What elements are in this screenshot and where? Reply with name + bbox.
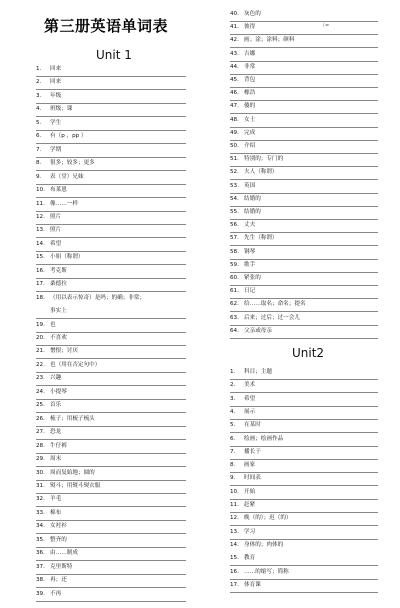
word-number: 27. <box>36 429 45 436</box>
word-row <box>230 459 378 473</box>
word-number: 10. <box>36 187 45 194</box>
word-number: 11. <box>36 200 45 207</box>
word-row <box>36 493 186 507</box>
word-row <box>230 552 378 566</box>
word-meaning: 由……制成 <box>50 550 78 557</box>
word-number: 46. <box>230 90 239 97</box>
word-meaning: 傻的 <box>244 103 256 110</box>
word-meaning: 梳子；用梳子梳头 <box>50 415 95 422</box>
word-meaning: 整齐的 <box>50 536 67 543</box>
word-row <box>230 100 378 114</box>
word-row <box>36 63 186 77</box>
word-meaning: 周而复始地；圆的 <box>50 469 95 476</box>
word-meaning: 非常 <box>244 63 256 70</box>
word-number: 6. <box>230 435 236 442</box>
word-number: 2. <box>230 382 236 389</box>
word-number: 18. <box>36 294 45 301</box>
word-meaning: 憎恨；讨厌 <box>50 348 78 355</box>
word-row <box>36 480 186 494</box>
word-meaning: 小提琴 <box>50 388 67 395</box>
word-number: 7. <box>36 146 42 153</box>
word-meaning: 先生（称谓） <box>244 235 278 242</box>
word-number: 39. <box>36 590 45 597</box>
word-meaning: 特别的；专门的 <box>244 156 284 163</box>
word-row <box>230 433 378 447</box>
word-row <box>36 103 186 117</box>
word-meaning: 首乐 <box>50 402 62 409</box>
word-row <box>36 507 186 521</box>
word-number: 28. <box>36 442 45 449</box>
word-number: 55. <box>230 209 239 215</box>
word-meaning: 给……取名；命名；提名 <box>244 301 306 308</box>
page-title: 第三册英语单词表 <box>44 17 169 35</box>
word-row <box>230 114 378 128</box>
word-meaning: 播长于 <box>244 448 261 455</box>
word-row <box>230 48 378 62</box>
word-meaning: 再；还 <box>50 577 67 584</box>
word-number: 40. <box>230 11 239 17</box>
word-row <box>230 34 378 48</box>
word-row <box>230 312 378 326</box>
word-number: 53. <box>230 182 239 189</box>
word-number: 13. <box>36 227 45 234</box>
word-number: 45. <box>230 77 239 83</box>
word-number: 3. <box>230 395 236 402</box>
word-row <box>36 238 186 252</box>
word-meaning: 不再 <box>50 590 62 597</box>
word-meaning: 兴趣 <box>50 375 62 382</box>
unit2-heading: Unit2 <box>292 346 325 360</box>
word-row <box>230 21 378 35</box>
word-meaning: 照片 <box>50 227 62 234</box>
word-row <box>36 386 186 400</box>
word-row <box>36 440 186 454</box>
word-number: 12. <box>230 515 239 522</box>
word-meaning: 画；涂；涂料；颜料 <box>244 37 295 44</box>
word-meaning: 很多；较多；更多 <box>50 160 95 167</box>
word-meaning: 羊毛 <box>50 496 62 503</box>
word-row <box>36 426 186 440</box>
word-number: 44. <box>230 63 239 70</box>
word-number: 13. <box>230 528 239 535</box>
word-number: 22. <box>36 361 45 368</box>
word-row <box>36 198 186 212</box>
word-row <box>230 499 378 513</box>
word-meaning: 希望 <box>244 395 256 402</box>
word-row <box>230 526 378 540</box>
word-number: 25. <box>36 402 45 409</box>
word-meaning: 学期 <box>50 146 62 153</box>
word-meaning: 彼得 <box>244 24 256 31</box>
word-meaning: 开始 <box>244 488 256 495</box>
word-meaning: 克里斯特 <box>50 563 73 570</box>
word-row <box>230 259 378 273</box>
word-number: 5. <box>36 119 42 126</box>
word-row <box>230 140 378 154</box>
word-row <box>36 319 186 333</box>
word-row <box>36 76 186 90</box>
word-number: 49. <box>230 129 239 136</box>
word-row <box>36 90 186 104</box>
word-meaning: 夫人（称谓） <box>244 169 278 176</box>
word-number: 30. <box>36 469 45 476</box>
word-row <box>36 265 186 279</box>
word-meaning: 教育 <box>244 555 256 562</box>
word-meaning: 丈夫 <box>244 222 256 229</box>
word-meaning: 时间表 <box>244 475 261 482</box>
word-meaning: 年级 <box>50 92 62 99</box>
word-meaning: 在某时 <box>244 422 261 429</box>
word-number: 3. <box>36 92 42 99</box>
word-row <box>36 292 186 305</box>
word-meaning: 结婚的 <box>244 209 261 215</box>
word-number: 9. <box>230 475 236 482</box>
word-number: 62. <box>230 301 239 308</box>
word-meaning: 照片 <box>50 213 62 220</box>
word-row <box>230 285 378 299</box>
word-number: 54. <box>230 195 239 202</box>
word-number: 52. <box>230 169 239 176</box>
word-row <box>36 467 186 481</box>
word-number: 5. <box>230 422 236 429</box>
word-number: 23. <box>36 375 45 382</box>
word-row <box>230 153 378 167</box>
word-row <box>36 184 186 198</box>
word-number: 12. <box>36 213 45 220</box>
word-number: 14. <box>36 240 45 247</box>
word-meaning: 身体的；肉体的 <box>244 541 284 548</box>
word-number: 7. <box>230 448 236 455</box>
word-row <box>36 332 186 346</box>
word-row <box>36 224 186 238</box>
word-number: 59. <box>230 261 239 268</box>
word-row <box>36 157 186 171</box>
word-row <box>36 117 186 131</box>
word-meaning: 赶紧 <box>244 502 256 508</box>
word-row <box>230 180 378 194</box>
word-row <box>36 130 186 144</box>
word-number: 10. <box>230 488 239 495</box>
word-row <box>230 246 378 260</box>
word-number: 50. <box>230 143 239 149</box>
word-number: 64. <box>230 327 239 334</box>
word-row <box>36 359 186 373</box>
word-meaning: 日记 <box>244 288 256 295</box>
word-number: 51. <box>230 156 239 163</box>
word-number: 36. <box>36 550 45 557</box>
word-meaning: 也（用在否定句中） <box>50 361 101 368</box>
word-meaning: 背包 <box>244 77 256 83</box>
word-meaning: 事实上 <box>50 308 67 315</box>
word-row <box>230 127 378 141</box>
word-meaning: 展示 <box>244 408 256 415</box>
word-number: 63. <box>230 314 239 321</box>
unit1-heading: Unit 1 <box>96 48 132 62</box>
word-row <box>230 486 378 500</box>
word-row <box>230 406 378 420</box>
word-number: 14. <box>230 541 239 548</box>
word-number: 57. <box>230 235 239 242</box>
word-row <box>36 399 186 413</box>
word-number: 20. <box>36 335 45 341</box>
word-row <box>36 211 186 225</box>
word-number: 43. <box>230 50 239 57</box>
word-meaning: 学生 <box>50 119 62 126</box>
word-number: 41. <box>230 24 239 31</box>
word-row <box>36 413 186 427</box>
word-number: 4. <box>36 106 42 113</box>
word-meaning: 回来 <box>50 66 62 72</box>
word-meaning: 学习 <box>244 528 256 535</box>
word-meaning: （用以表示惊奇）是吗；的确；非常； <box>50 294 146 301</box>
word-number: 11. <box>230 502 239 508</box>
word-meaning: 结婚的 <box>244 195 261 202</box>
word-number: 24. <box>36 388 45 395</box>
word-number: 35. <box>36 536 45 543</box>
word-row <box>230 325 378 339</box>
word-row <box>230 539 378 552</box>
word-number: 34. <box>36 523 45 530</box>
word-row <box>36 345 186 359</box>
word-number: 58. <box>230 248 239 255</box>
word-number: 29. <box>36 456 45 463</box>
word-meaning: 表（堂）兄妹 <box>50 173 84 180</box>
word-row <box>230 206 378 220</box>
word-number: 16. <box>230 568 239 575</box>
word-row <box>230 472 378 486</box>
word-number: 2. <box>36 79 42 86</box>
word-number: 21. <box>36 348 45 355</box>
word-meaning: 班级；课 <box>50 106 73 113</box>
word-number: 37. <box>36 563 45 570</box>
word-row <box>230 61 378 75</box>
word-meaning: 介绍 <box>244 143 256 149</box>
word-meaning: 美术 <box>244 382 256 389</box>
word-meaning: 希望 <box>50 240 62 247</box>
word-row <box>36 574 186 588</box>
word-number: 47. <box>230 103 239 110</box>
word-meaning: 灰色的 <box>244 11 261 17</box>
word-number: 48. <box>230 116 239 123</box>
word-meaning: 后来；过后；过一会儿 <box>244 314 300 321</box>
word-row <box>230 393 378 407</box>
word-meaning: 布莱恩 <box>50 187 67 194</box>
word-number: 33. <box>36 509 45 516</box>
word-row <box>230 566 378 580</box>
word-row <box>36 171 186 185</box>
word-meaning: 小姐（称谓） <box>50 254 84 261</box>
word-meaning: 歌手 <box>244 261 256 268</box>
word-meaning: 科目；主题 <box>244 369 272 375</box>
word-row <box>36 453 186 467</box>
word-number: 15. <box>230 555 239 562</box>
word-number: 61. <box>230 288 239 295</box>
word-number: 9. <box>36 173 42 180</box>
word-number: 1. <box>36 66 42 72</box>
word-row <box>230 74 378 88</box>
word-meaning: 周末 <box>50 456 62 463</box>
word-number: 26. <box>36 415 45 422</box>
word-row <box>230 298 378 312</box>
word-number: 38. <box>36 577 45 584</box>
word-row <box>230 166 378 180</box>
word-row <box>36 520 186 534</box>
word-row <box>36 251 186 265</box>
row-tail-note: （= <box>320 23 330 29</box>
word-row <box>36 561 186 575</box>
word-row <box>230 579 378 593</box>
word-meaning: 绘画；绘画作品 <box>244 435 284 442</box>
word-meaning: 体育课 <box>244 581 261 588</box>
word-meaning: 不喜欢 <box>50 335 67 341</box>
word-meaning: 也 <box>50 321 56 328</box>
word-meaning: 牛仔裤 <box>50 442 67 449</box>
word-meaning: 吉娜 <box>244 50 256 57</box>
word-meaning: 熨斗；用熨斗熨衣服 <box>50 482 101 489</box>
word-meaning: 画家 <box>244 462 256 469</box>
word-meaning: 橡浩 <box>244 90 256 97</box>
word-number: 19. <box>36 321 45 328</box>
word-row <box>36 372 186 386</box>
word-meaning: 父亲或母亲 <box>244 327 272 334</box>
word-meaning: 桑德拉 <box>50 281 67 288</box>
word-meaning: ……的缩写；简称 <box>244 568 289 575</box>
word-number: 16. <box>36 267 45 274</box>
word-meaning: 女衬衫 <box>50 523 67 530</box>
word-meaning: 女士 <box>244 116 256 123</box>
word-meaning: 棉布 <box>50 509 62 516</box>
word-row <box>230 366 378 380</box>
word-number: 8. <box>36 160 42 167</box>
word-meaning: 回来 <box>50 79 62 86</box>
word-number: 15. <box>36 254 45 261</box>
word-meaning: 恐龙 <box>50 429 62 436</box>
word-meaning: 完成 <box>244 129 256 136</box>
word-number: 17. <box>230 581 239 588</box>
word-meaning: 紧张的 <box>244 275 261 281</box>
word-number: 31. <box>36 482 45 489</box>
word-row <box>230 419 378 433</box>
word-number: 60. <box>230 275 239 281</box>
word-meaning: 像……一样 <box>50 200 78 207</box>
word-meaning: 有（p ，pp ） <box>50 133 87 140</box>
word-row <box>36 547 186 561</box>
word-row <box>230 512 378 526</box>
word-number: 42. <box>230 37 239 44</box>
word-meaning: 考克斯 <box>50 267 67 274</box>
word-row <box>230 87 378 101</box>
word-number: 4. <box>230 408 236 415</box>
word-row <box>36 588 186 602</box>
word-number: 1. <box>230 369 236 375</box>
word-row <box>36 534 186 548</box>
word-row <box>230 219 378 233</box>
word-row <box>36 278 186 292</box>
word-number: 17. <box>36 281 45 288</box>
word-row <box>230 446 378 460</box>
word-row <box>230 232 378 246</box>
word-number: 8. <box>230 462 236 469</box>
word-row <box>36 144 186 158</box>
word-number: 32. <box>36 496 45 503</box>
word-row <box>230 379 378 393</box>
word-row <box>230 272 378 286</box>
word-number: 6. <box>36 133 42 140</box>
word-number: 56. <box>230 222 239 229</box>
word-meaning: 英国 <box>244 182 256 189</box>
word-meaning: 钢琴 <box>244 248 256 255</box>
word-row <box>230 193 378 207</box>
word-row <box>36 305 186 319</box>
word-meaning: 晚（的）；迟（的） <box>244 515 292 522</box>
